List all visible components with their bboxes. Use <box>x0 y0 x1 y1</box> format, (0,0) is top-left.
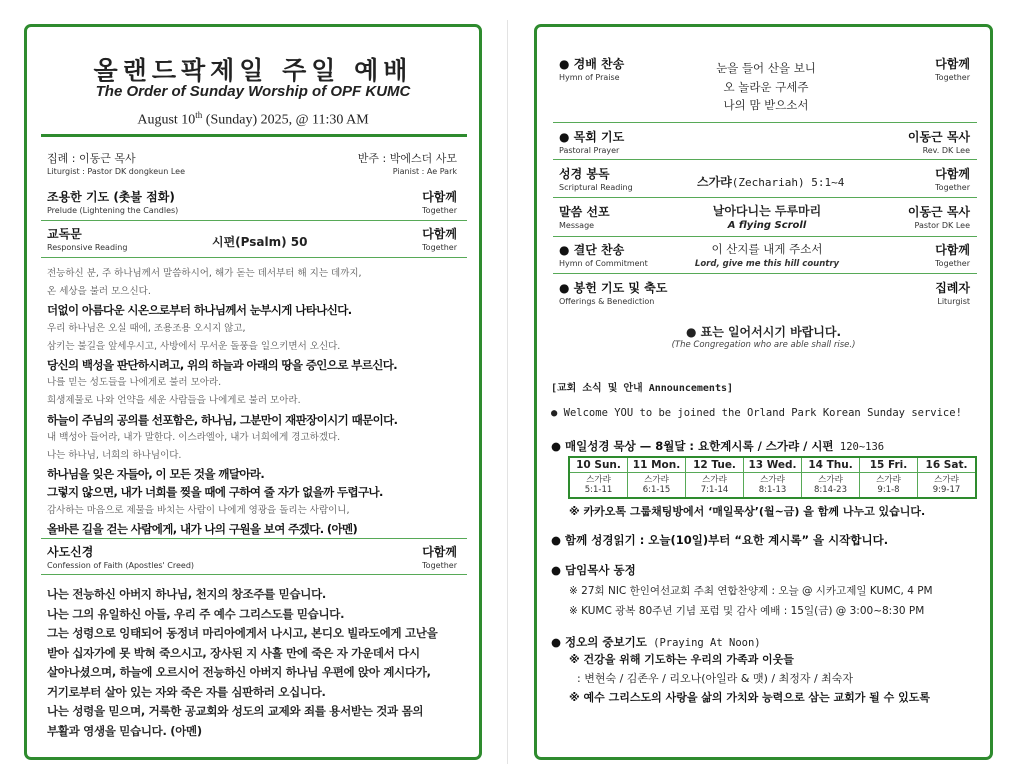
together-reading: ● 함께 성경읽기 : 오늘(10일)부터 “요한 계시록” 을 시작합니다. <box>551 533 889 547</box>
row-divider <box>41 538 467 539</box>
pianist-en: Pianist : Ae Park <box>392 167 457 176</box>
reading-line: 희생제물로 나와 언약을 세운 사람들을 나에게로 불러 모아라. <box>47 395 301 407</box>
row-divider <box>553 122 977 123</box>
commitment-title: ● 결단 찬송 <box>559 243 625 257</box>
pastor-news-item: ※ 27회 NIC 한인여선교회 주최 연합찬양제 : 오늘 @ 시카고제일 KUMC, 4 PM <box>569 585 933 597</box>
reading-line: 올바른 길을 걷는 사람에게, 내가 나의 구원을 보여 주겠다. (아멘) <box>47 521 358 536</box>
row-divider <box>553 236 977 237</box>
creed-line: 거기로부터 살아 있는 자와 죽은 자를 심판하러 오십니다. <box>47 684 326 699</box>
reading-line: 전능하신 분, 주 하나님께서 말씀하시어, 해가 돋는 데서부터 해 지는 데까지, <box>47 268 362 279</box>
schedule-reading: 스가랴 5:1-11 <box>569 473 628 499</box>
sermon-title: 날아다니는 두루마리 A flying Scroll <box>712 204 822 231</box>
worship-order-panel <box>24 24 482 760</box>
message-subtitle: Message <box>559 221 595 230</box>
offering-subtitle: Offerings & Benediction <box>559 297 655 306</box>
stand-note-en: (The Congregation who are able shall rise.) <box>671 340 856 350</box>
announcements-heading: [교회 소식 및 안내 Announcements] <box>551 383 734 394</box>
daily-bible-heading: ● 매일성경 묵상 — 8월달 : 요한계시록 / 스가랴 / 시편 120~136 <box>551 439 885 453</box>
pastor-news-heading: ● 담임목사 동정 <box>551 563 636 577</box>
responsive-subtitle: Responsive Reading <box>47 243 128 252</box>
offering-title: ● 봉헌 기도 및 축도 <box>559 281 668 295</box>
praise-hymns <box>685 59 847 115</box>
commitment-leader: 다함께 <box>935 243 970 257</box>
creed-line: 부활과 영생을 믿습니다. (아멘) <box>47 723 202 738</box>
reading-line: 그렇지 않으면, 내가 너희를 찢을 때에 구하여 줄 자가 없을까 두렵구나. <box>47 485 383 500</box>
liturgist-kr: 집례 : 이동근 목사 <box>47 152 136 165</box>
creed-line: 그는 성령으로 잉태되어 동정녀 마리아에게서 나시고, 본디오 빌라도에게 고난을 <box>47 626 438 640</box>
responsive-leader-en: Together <box>422 243 457 252</box>
prelude-subtitle: Prelude (Lightening the Candles) <box>47 206 179 215</box>
hymn-title: 오 놀라운 구세주 <box>723 79 809 94</box>
kakao-note: ※ 카카오톡 그룹채팅방에서 ‘매일묵상’(월~금) 을 함께 나누고 있습니다. <box>569 505 926 518</box>
schedule-reading: 스가랴 7:1-14 <box>686 473 744 499</box>
pastoral-leader: 이동근 목사 <box>907 130 970 144</box>
service-date: August 10th (Sunday) 2025, @ 11:30 AM <box>137 110 369 128</box>
commitment-subtitle: Hymn of Commitment <box>559 259 648 268</box>
stand-note: ● 표는 일어서시기 바랍니다. <box>685 325 842 339</box>
prayer-names: : 변현숙 / 김존우 / 리오나(아일라 & 맷) / 최정자 / 최숙자 <box>577 672 854 685</box>
reading-line: 감사하는 마음으로 제물을 바치는 사람이 나에게 영광을 돌리는 사람이니, <box>47 504 350 516</box>
offering-leader-en: Liturgist <box>937 297 970 306</box>
row-divider <box>553 273 977 274</box>
page-title-korean: 올랜드팍제일 주일 예배 <box>93 56 413 85</box>
reading-line: 우리 하나님은 오실 때에, 조용조용 오시지 않고, <box>47 322 246 334</box>
reading-line: 삼키는 불길을 앞세우시고, 사방에서 무서운 돌풍을 일으키면서 오신다. <box>47 340 341 352</box>
prelude-leader-en: Together <box>422 206 457 215</box>
liturgist-en: Liturgist : Pastor DK dongkeun Lee <box>47 167 186 176</box>
row-divider <box>553 197 977 198</box>
reading-line: 내 백성아 들어라, 내가 말한다. 이스라엘아, 내가 너희에게 경고하겠다. <box>47 431 341 443</box>
creed-line: 받아 십자가에 못 박혀 죽으시고, 장사된 지 사흘 만에 죽은 자 가운데서 다시 <box>47 645 420 660</box>
responsive-leader: 다함께 <box>422 227 457 241</box>
schedule-reading: 스가랴 8:1-13 <box>744 473 802 499</box>
praise-leader: 다함께 <box>935 57 970 71</box>
row-divider <box>41 574 467 575</box>
offering-leader: 집례자 <box>935 281 970 295</box>
commitment-leader-en: Together <box>935 259 970 268</box>
page-fold <box>507 20 508 764</box>
message-preacher-en: Pastor DK Lee <box>914 221 970 230</box>
schedule-day: 10 Sun. <box>569 457 628 473</box>
apostles-creed-text <box>47 585 437 741</box>
page-title-english: The Order of Sunday Worship of OPF KUMC <box>95 83 411 100</box>
schedule-reading: 스가랴 6:1-15 <box>628 473 686 499</box>
prelude-title: 조용한 기도 (촛불 점화) <box>47 190 175 204</box>
reading-line: 당신의 백성을 판단하시려고, 위의 하늘과 아래의 땅을 증인으로 부르신다. <box>47 358 398 373</box>
schedule-day: 13 Wed. <box>744 457 802 473</box>
message-preacher: 이동근 목사 <box>907 205 970 219</box>
scripture-title: 성경 봉독 <box>559 167 610 181</box>
prayer-item: ※ 예수 그리스도의 사랑을 삶의 가치와 능력으로 삼는 교회가 될 수 있도록 <box>569 691 930 704</box>
creed-line: 나는 전능하신 아버지 하나님, 천지의 창조주를 믿습니다. <box>47 587 326 601</box>
schedule-reading: 스가랴 9:9-17 <box>918 473 977 499</box>
scripture-passage: 스가랴(Zechariah) 5:1~4 <box>697 175 845 189</box>
praise-subtitle: Hymn of Praise <box>559 73 620 82</box>
schedule-day: 12 Tue. <box>686 457 744 473</box>
creed-title: 사도신경 <box>47 545 94 559</box>
pastor-news-item: ※ KUMC 광복 80주년 기념 포럼 및 감사 예배 : 15일(금) @ 3:00~8:30 PM <box>569 605 925 617</box>
praise-title: ● 경배 찬송 <box>559 57 625 71</box>
hymn-title: 눈을 들어 산을 보니 <box>716 61 816 75</box>
hymn-title: 나의 맘 받으소서 <box>723 98 809 112</box>
creed-line: 나는 그의 유일하신 아들, 우리 주 예수 그리스도를 믿습니다. <box>47 606 345 621</box>
praise-leader-en: Together <box>935 73 970 82</box>
pastoral-leader-en: Rev. DK Lee <box>922 146 970 155</box>
announcements-panel <box>534 24 993 760</box>
daily-reading-schedule <box>568 456 977 499</box>
reading-line: 하나님을 잊은 자들아, 이 모든 것을 깨달아라. <box>47 467 265 482</box>
creed-line: 살아나셨으며, 하늘에 오르시어 전능하신 아버지 하나님 우편에 앉아 계시다가, <box>47 665 431 679</box>
schedule-day: 15 Fri. <box>860 457 918 473</box>
scripture-subtitle: Scriptural Reading <box>559 183 633 192</box>
prelude-leader: 다함께 <box>422 190 457 204</box>
schedule-day: 16 Sat. <box>918 457 977 473</box>
row-divider <box>41 220 467 221</box>
row-divider <box>41 257 467 258</box>
schedule-day: 11 Mon. <box>628 457 686 473</box>
message-title: 말씀 선포 <box>559 205 610 219</box>
reading-line: 더없이 아름다운 시온으로부터 하나님께서 눈부시게 나타나신다. <box>47 303 352 318</box>
scripture-leader: 다함께 <box>935 167 970 181</box>
responsive-reading-text <box>47 265 397 538</box>
welcome-note: ● Welcome YOU to be joined the Orland Park Korean Sunday service! <box>551 407 962 419</box>
noon-prayer-heading: ● 정오의 중보기도 (Praying At Noon) <box>551 635 761 649</box>
schedule-day: 14 Thu. <box>802 457 860 473</box>
responsive-psalm: 시편(Psalm) 50 <box>212 235 308 249</box>
creed-subtitle: Confession of Faith (Apostles' Creed) <box>47 561 195 570</box>
pastoral-subtitle: Pastoral Prayer <box>559 146 620 155</box>
header-divider <box>41 134 467 137</box>
responsive-title: 교독문 <box>47 227 82 241</box>
reading-line: 나는 하나님, 너희의 하나님이다. <box>47 450 182 462</box>
commitment-hymn: 이 산지를 내게 주소서 Lord, give me this hill country <box>694 242 840 269</box>
reading-line: 나를 믿는 성도들을 나에게로 불러 모아라. <box>47 377 222 389</box>
reading-line: 온 세상을 불러 모으신다. <box>47 286 151 298</box>
prayer-item: ※ 건강을 위해 기도하는 우리의 가족과 이웃들 <box>569 653 794 666</box>
pianist-kr: 반주 : 박에스더 사모 <box>357 152 457 165</box>
row-divider <box>553 159 977 160</box>
creed-leader-en: Together <box>422 561 457 570</box>
creed-leader: 다함께 <box>422 545 457 559</box>
schedule-reading: 스가랴 8:14-23 <box>802 473 860 499</box>
reading-line: 하늘이 주님의 공의를 선포함은, 하나님, 그분만이 재판장이시기 때문이다. <box>47 412 398 427</box>
schedule-reading: 스가랴 9:1-8 <box>860 473 918 499</box>
scripture-leader-en: Together <box>935 183 970 192</box>
pastoral-title: ● 목회 기도 <box>559 130 625 144</box>
creed-line: 나는 성령을 믿으며, 거룩한 공교회와 성도의 교제와 죄를 용서받는 것과 몸의 <box>47 704 424 718</box>
